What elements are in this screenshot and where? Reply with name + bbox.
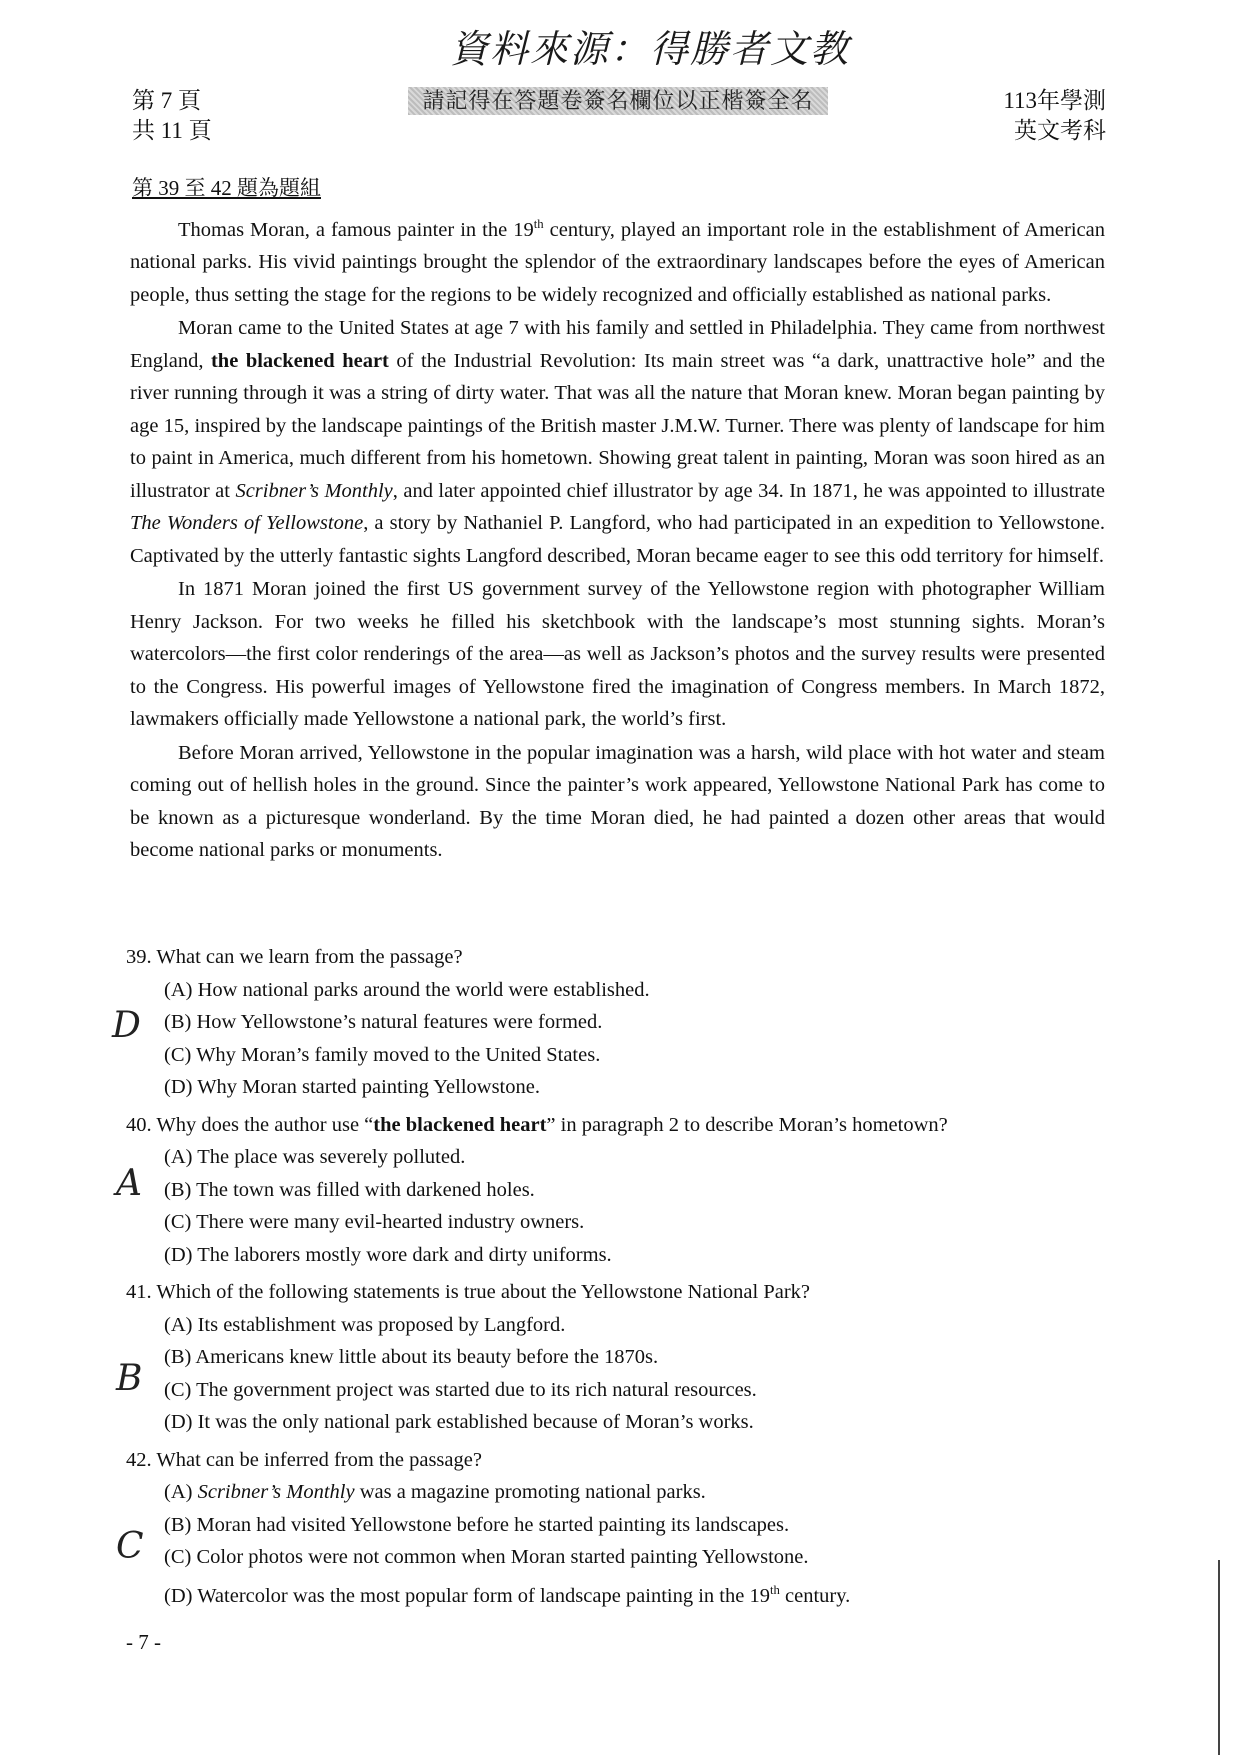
question-list	[126, 941, 1116, 1617]
question-41	[126, 1276, 1116, 1439]
option-a: (A) The place was severely polluted.	[164, 1146, 466, 1168]
option-a: (A) How national parks around the world were established.	[164, 978, 650, 1001]
option-d: (D) Why Moran started painting Yellowstone.	[164, 1076, 540, 1098]
exam-label	[1003, 86, 1106, 146]
reading-passage	[130, 208, 1105, 868]
option-b: (B) The town was filled with darkened holes.	[164, 1178, 535, 1201]
handwritten-answer-40: A	[116, 1163, 142, 1204]
option-d: (D) It was the only national park established because of Moran’s works.	[164, 1411, 754, 1433]
question-stem: 41. Which of the following statements is true about the Yellowstone National Park?	[126, 1281, 810, 1303]
question-group-title: 第 39 至 42 題為題組	[132, 176, 321, 200]
passage-paragraph-4: Before Moran arrived, Yellowstone in the popular imagination was a harsh, wild place with hot water and steam coming out of hellish holes in the ground. Since the painter’s work appeared, Yellowstone National Park has come to be known as a picturesque wonderland. By the time Moran died, he had painted a dozen other areas that would become national parks or monuments.	[130, 741, 1105, 862]
option-c: (C) Why Moran’s family moved to the United States.	[164, 1043, 601, 1066]
page-count-label	[132, 86, 212, 146]
page-total: 共 11 頁	[132, 118, 212, 143]
passage-paragraph-2: Moran came to the United States at age 7 with his family and settled in Philadelphia. They came from northwest England, the blackened heart of the Industrial Revolution: Its main street was “a dark, unattractive hole” and the river running through it was a string of dirty water. That was all the nature that Moran knew. Moran began painting by age 15, inspired by the landscape paintings of the British master J.M.W. Turner. There was plenty of landscape for him to paint in America, much different from his hometown. Showing great talent in painting, Moran was soon hired as an illustrator at Scribner’s Monthly, and later appointed chief illustrator by age 34. In 1871, he was appointed to illustrate The Wonders of Yellowstone, a story by Nathaniel P. Langford, who had participated in an expedition to Yellowstone. Captivated by the utterly fantastic sights Langford described, Moran became eager to see this odd territory for himself.	[130, 317, 1105, 567]
option-b: (B) Americans knew little about its beauty before the 1870s.	[164, 1346, 659, 1368]
question-stem: 39. What can we learn from the passage?	[126, 946, 463, 968]
option-d: (D) The laborers mostly wore dark and dirty uniforms.	[164, 1243, 612, 1266]
option-c: (C) The government project was started due to its rich natural resources.	[164, 1378, 757, 1401]
option-a: (A) Scribner’s Monthly was a magazine promoting national parks.	[164, 1481, 706, 1503]
handwritten-answer-41: B	[116, 1358, 143, 1399]
option-a: (A) Its establishment was proposed by Langford.	[164, 1313, 566, 1336]
question-42	[126, 1444, 1116, 1612]
option-d: (D) Watercolor was the most popular form of landscape painting in the 19th century.	[164, 1582, 851, 1607]
question-40	[126, 1109, 1116, 1272]
question-stem: 40. Why does the author use “the blackened heart” in paragraph 2 to describe Moran’s hometown?	[126, 1113, 948, 1136]
exam-subject: 英文考科	[1014, 118, 1106, 143]
source-note: 資料來源：得勝者文教	[450, 27, 851, 71]
passage-paragraph-1: Thomas Moran, a famous painter in the 19th century, played an important role in the establishment of American national parks. His vivid paintings brought the splendor of the extraordinary landscapes before the eyes of American people, thus setting the stage for the regions to be widely recognized and officially established as national parks.	[130, 217, 1105, 306]
scan-edge-line	[1218, 1560, 1220, 1755]
exam-name: 113年學測	[1003, 88, 1106, 113]
handwritten-answer-39: D	[112, 1005, 141, 1046]
handwritten-answer-42: C	[116, 1526, 144, 1567]
signature-reminder-banner: 請記得在答題卷簽名欄位以正楷簽全名	[408, 87, 828, 115]
option-b: (B) Moran had visited Yellowstone before he started painting its landscapes.	[164, 1513, 790, 1536]
question-stem: 42. What can be inferred from the passage?	[126, 1448, 482, 1471]
option-c: (C) There were many evil-hearted industry owners.	[164, 1211, 585, 1233]
option-c: (C) Color photos were not common when Moran started painting Yellowstone.	[164, 1546, 809, 1568]
page-number: 第 7 頁	[132, 88, 201, 113]
page-footer-number: - 7 -	[126, 1630, 161, 1654]
passage-paragraph-3: In 1871 Moran joined the first US government survey of the Yellowstone region with photographer William Henry Jackson. For two weeks he filled his sketchbook with the landscape’s most stunning sights. Moran’s watercolors—the first color renderings of the area—as well as Jackson’s photos and the survey results were presented to the Congress. His powerful images of Yellowstone fired the imagination of Congress members. In March 1872, lawmakers officially made Yellowstone a national park, the world’s first.	[130, 578, 1105, 731]
option-b: (B) How Yellowstone’s natural features were formed.	[164, 1011, 603, 1033]
question-39	[126, 941, 1116, 1104]
